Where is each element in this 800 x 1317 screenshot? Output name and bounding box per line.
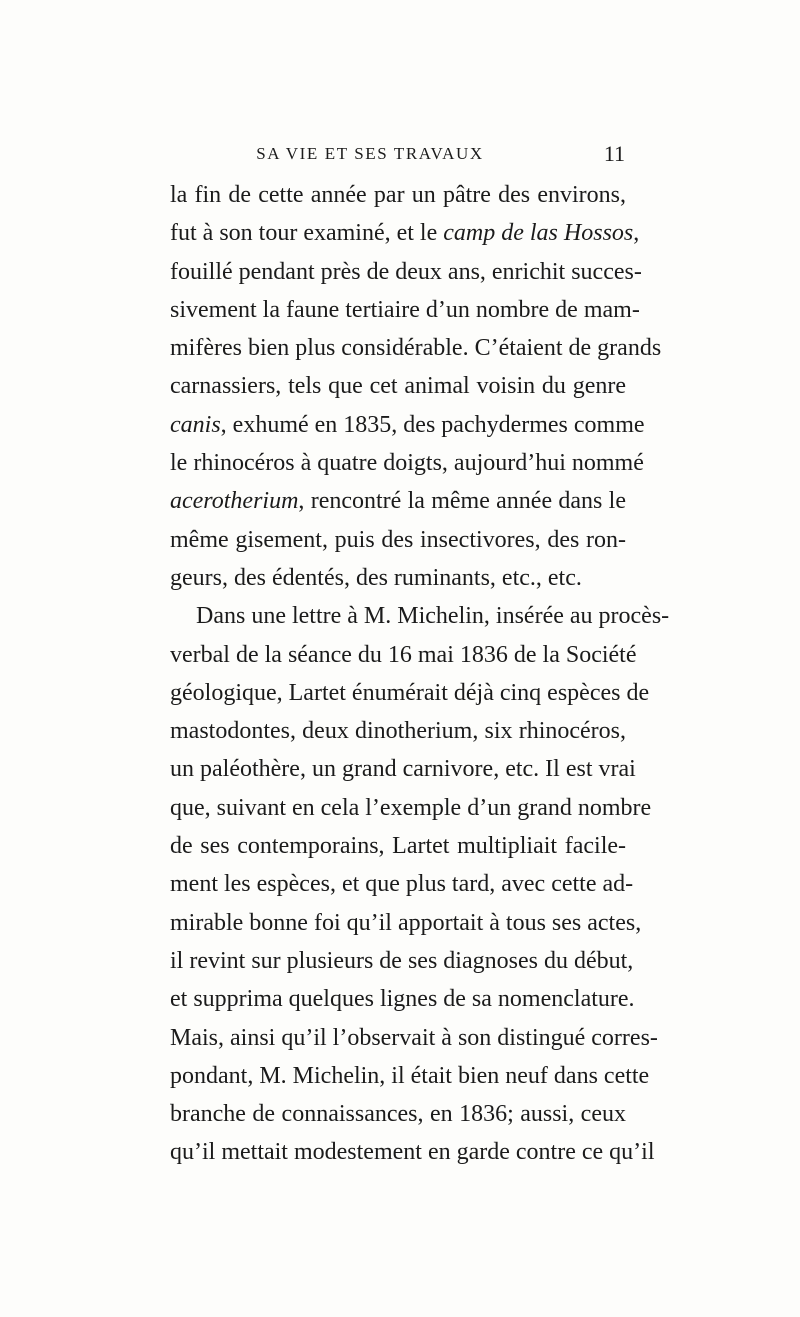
text-line — [170, 291, 640, 329]
text-segment: , exhumé en 1835, des pachydermes comme — [220, 411, 645, 438]
text-line — [170, 482, 626, 520]
text-segment: même gisement, puis des insectivores, des ron- — [170, 526, 626, 553]
text-line — [170, 406, 645, 444]
text-line — [170, 750, 636, 788]
text-segment: Mais, ainsi qu’il l’observait à son distingué corres- — [170, 1024, 658, 1051]
text-segment: mifères bien plus considérable. C’étaient de grands — [170, 335, 662, 362]
text-line — [170, 1057, 650, 1095]
text-segment: géologique, Lartet énumérait déjà cinq espèces de — [170, 679, 650, 706]
text-line — [170, 904, 642, 942]
text-segment: fut à son tour examiné, et le — [170, 220, 444, 247]
text-line — [170, 674, 650, 712]
italic-term: canis — [170, 411, 221, 438]
text-segment: fouillé pendant près de deux ans, enrichit succes- — [170, 258, 642, 285]
text-segment: Dans une lettre à M. Michelin, insérée au procès- — [196, 603, 670, 630]
text-line — [170, 1095, 626, 1133]
text-segment: , rencontré la même année dans le — [298, 488, 626, 515]
text-segment: qu’il mettait modestement en garde contre ce qu’il — [170, 1139, 655, 1166]
text-segment: mirable bonne foi qu’il apportait à tous ses actes, — [170, 909, 642, 936]
text-segment: carnassiers, tels que cet animal voisin du genre — [170, 373, 626, 400]
running-head — [170, 139, 625, 169]
text-line — [170, 980, 635, 1018]
running-title: SA VIE ET SES TRAVAUX — [256, 144, 484, 163]
text-line — [170, 214, 640, 252]
text-line — [170, 559, 626, 597]
text-segment: le rhinocéros à quatre doigts, aujourd’hui nommé — [170, 450, 644, 477]
text-segment: que, suivant en cela l’exemple d’un grand nombre — [170, 794, 652, 821]
text-segment: geurs, des édentés, des ruminants, etc., etc. — [170, 564, 582, 591]
italic-term: camp de las Hossos — [443, 220, 634, 247]
text-segment: ment les espèces, et que plus tard, avec cette ad- — [170, 871, 634, 898]
text-line — [170, 1019, 658, 1057]
italic-term: acerotherium — [170, 488, 299, 515]
text-line — [170, 865, 634, 903]
text-segment: de ses contemporains, Lartet multipliait facile- — [170, 833, 626, 860]
text-segment: verbal de la séance du 16 mai 1836 de la Société — [170, 641, 637, 668]
body-text — [170, 176, 670, 1172]
text-line — [170, 789, 652, 827]
text-segment: un paléothère, un grand carnivore, etc. Il est vrai — [170, 756, 636, 783]
text-segment: et supprima quelques lignes de sa nomenclature. — [170, 986, 635, 1013]
text-line — [170, 597, 670, 635]
text-segment: , — [633, 220, 640, 247]
text-line — [170, 636, 637, 674]
text-line — [170, 1133, 655, 1171]
text-segment: il revint sur plusieurs de ses diagnoses du début, — [170, 947, 634, 974]
text-line — [170, 253, 642, 291]
text-segment: branche de connaissances, en 1836; aussi, ceux — [170, 1101, 626, 1128]
text-line — [170, 827, 626, 865]
text-segment: pondant, M. Michelin, il était bien neuf dans cette — [170, 1062, 650, 1089]
text-line — [170, 942, 634, 980]
text-segment: mastodontes, deux dinotherium, six rhinocéros, — [170, 718, 626, 745]
text-segment: la fin de cette année par un pâtre des environs, — [170, 182, 626, 208]
page-number: 11 — [603, 141, 625, 166]
text-line — [170, 329, 662, 367]
text-line — [170, 712, 626, 750]
text-line — [170, 367, 626, 405]
text-line — [170, 521, 626, 559]
text-line — [170, 176, 626, 214]
text-line — [170, 444, 644, 482]
text-segment: sivement la faune tertiaire d’un nombre de mam- — [170, 296, 640, 323]
